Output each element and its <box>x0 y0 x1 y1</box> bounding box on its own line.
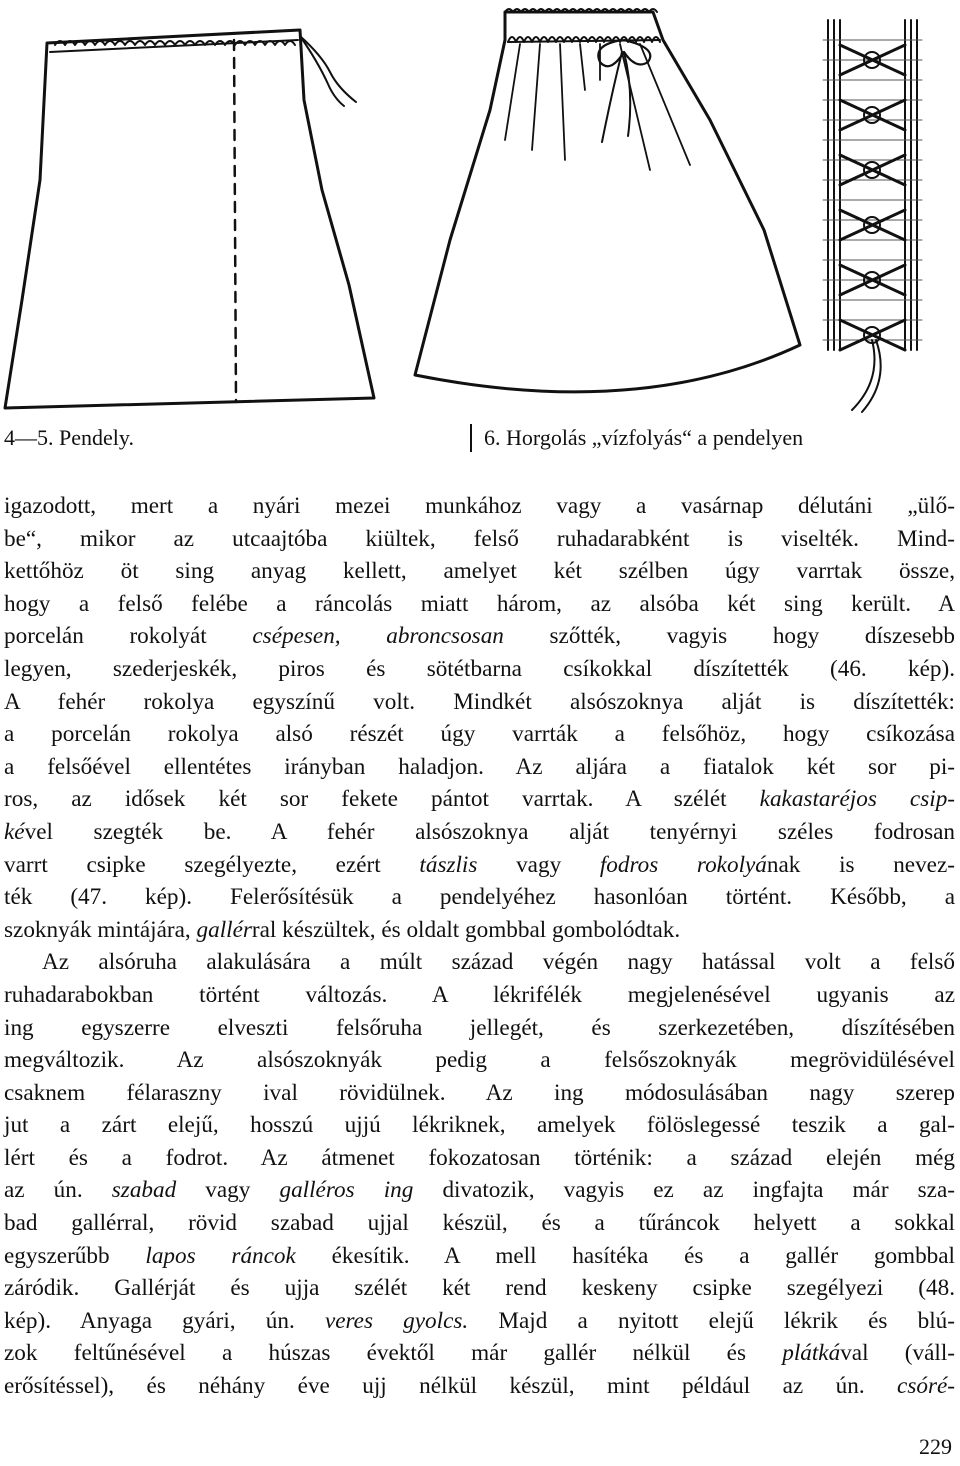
text-line <box>4 1109 955 1142</box>
figure-caption-6: 6. Horgolás „vízfolyás“ a pendelyen <box>484 425 804 450</box>
text-run: kép). Anyaga gyári, ún. <box>4 1307 325 1334</box>
text-run: záródik. Gallérját és ujja szélét két rend keskeny csipke szegélyezi (48. <box>4 1275 955 1302</box>
text-run: Az alsóruha alakulására a múlt század végén nagy hatással volt a felső <box>42 949 955 976</box>
text-line <box>4 816 955 849</box>
italic-term: csóré- <box>897 1373 955 1400</box>
figure-caption-4-5: 4—5. Pendely. <box>4 425 134 450</box>
italic-term: csépesen, abroncsosan <box>252 623 504 650</box>
text-run: ros, az idősek két sor fekete pántot varrtak. A szélét <box>4 786 760 813</box>
text-run: egyszerűbb <box>4 1242 146 1269</box>
text-line <box>4 1142 955 1175</box>
text-line <box>4 946 955 979</box>
text-line <box>4 979 955 1012</box>
text-run: az ún. <box>4 1177 112 1204</box>
text-run: csaknem félaraszny ival rövidülnek. Az ing módosulásában nagy szerep <box>4 1079 955 1106</box>
text-line <box>4 718 955 751</box>
text-line <box>4 1012 955 1045</box>
text-line <box>4 1337 955 1370</box>
text-line <box>4 783 955 816</box>
pendely-drawing-middle <box>415 9 800 392</box>
body-text <box>4 490 955 1403</box>
text-run: val (váll- <box>840 1340 955 1367</box>
text-run: vagy <box>176 1177 280 1204</box>
text-run: a porcelán rokolya alsó részét úgy varrták a felsőhöz, hogy csíkozása <box>4 721 955 748</box>
text-line <box>4 653 955 686</box>
text-line <box>4 1077 955 1110</box>
text-run: szőtték, vagyis hogy díszesebb <box>503 623 955 650</box>
italic-term: szabad <box>111 1177 177 1204</box>
text-run: Majd a nyitott elejű lékrik és blú- <box>468 1307 955 1334</box>
text-run: a felsőével ellentétes irányban haladjon. Az aljára a fiatalok két sor pi- <box>4 753 955 780</box>
caption-divider <box>470 424 472 452</box>
text-run: vel szegték be. A fehér alsószoknya alját tenyérnyi széles fodrosan <box>24 818 955 845</box>
italic-term: gallér <box>196 916 252 943</box>
text-run: igazodott, mert a nyári mezei munkához vagy a vasárnap délutáni „ülő- <box>4 493 955 519</box>
text-line <box>4 1370 955 1403</box>
text-run: hogy a felső felébe a ráncolás miatt három, az alsóba két sing került. A <box>4 590 955 617</box>
text-run: legyen, szederjeskék, piros és sötétbarna csíkokkal díszítették (46. kép). <box>4 655 955 682</box>
text-line <box>4 588 955 621</box>
text-run: szoknyák mintájára, <box>4 916 197 943</box>
italic-term: galléros ing <box>279 1177 414 1204</box>
text-run: ték (47. kép). Felerősítésük a pendelyéhez hasonlóan történt. Később, a <box>4 884 955 911</box>
italic-term: fodros rokolyá <box>599 851 767 878</box>
italic-term: veres gyolcs. <box>324 1307 469 1334</box>
text-run: kettőhöz öt sing anyag kellett, amelyet két szélben úgy varrtak össze, <box>4 558 955 585</box>
italic-term: plátká <box>782 1340 841 1367</box>
text-line <box>4 555 955 588</box>
text-line <box>4 1044 955 1077</box>
text-run: jut a zárt elejű, hosszú ujjú lékriknek, amelyek fölöslegessé teszik a gal- <box>4 1112 955 1139</box>
text-line <box>4 881 955 914</box>
illustrations <box>0 0 960 420</box>
text-line <box>4 1305 955 1338</box>
text-line <box>4 1272 955 1305</box>
text-line <box>4 1174 955 1207</box>
text-line <box>4 490 955 523</box>
text-run: divatozik, vagyis ez az ingfajta már sza- <box>413 1177 955 1204</box>
italic-term: kakastaréjos csip- <box>759 786 956 813</box>
text-line <box>4 1207 955 1240</box>
text-run: porcelán rokolyát <box>4 623 253 650</box>
text-run: erősítéssel), és néhány éve ujj nélkül készül, mint például az ún. <box>4 1373 898 1400</box>
text-run: zok feltűnésével a húszas évektől már gallér nélkül és <box>4 1340 783 1367</box>
text-line <box>4 1240 955 1273</box>
text-run: varrt csipke szegélyezte, ezért <box>4 851 420 878</box>
pendely-drawing-left <box>5 30 374 408</box>
text-line <box>4 686 955 719</box>
text-run: ing egyszerre elveszti felsőruha jellegét, és szerkezetében, díszítésében <box>4 1014 955 1041</box>
text-run: ékesítik. A mell hasítéka és a gallér gombbal <box>295 1242 955 1269</box>
text-line <box>4 914 955 947</box>
italic-term: ké <box>4 818 25 845</box>
text-run: vagy <box>477 851 600 878</box>
italic-term: tászlis <box>419 851 478 878</box>
italic-term: lapos ráncok <box>145 1242 296 1269</box>
text-run: ruhadarabokban történt változás. A lékrifélék megjelenésével ugyanis az <box>4 981 955 1008</box>
text-run: nak is nevez- <box>766 851 955 878</box>
text-run: lért és a fodrot. Az átmenet fokozatosan történik: a század elején még <box>4 1144 955 1171</box>
text-run: megváltozik. Az alsószoknyák pedig a felsőszoknyák megrövidülésével <box>4 1047 955 1074</box>
text-line <box>4 523 955 556</box>
text-line <box>4 849 955 882</box>
text-run: be“, mikor az utcaajtóba kiültek, felső ruhadarabként is viselték. Mind- <box>4 525 955 552</box>
crochet-edging-drawing <box>823 20 922 412</box>
page-number: 229 <box>919 1434 952 1459</box>
text-run: bad gallérral, rövid szabad ujjal készül, és a tűráncok helyett a sokkal <box>4 1210 955 1237</box>
text-line <box>4 620 955 653</box>
text-run: ral készültek, és oldalt gombbal gombolódtak. <box>251 916 681 943</box>
text-line <box>4 751 955 784</box>
text-run: A fehér rokolya egyszínű volt. Mindkét alsószoknya alját is díszítették: <box>4 688 955 715</box>
